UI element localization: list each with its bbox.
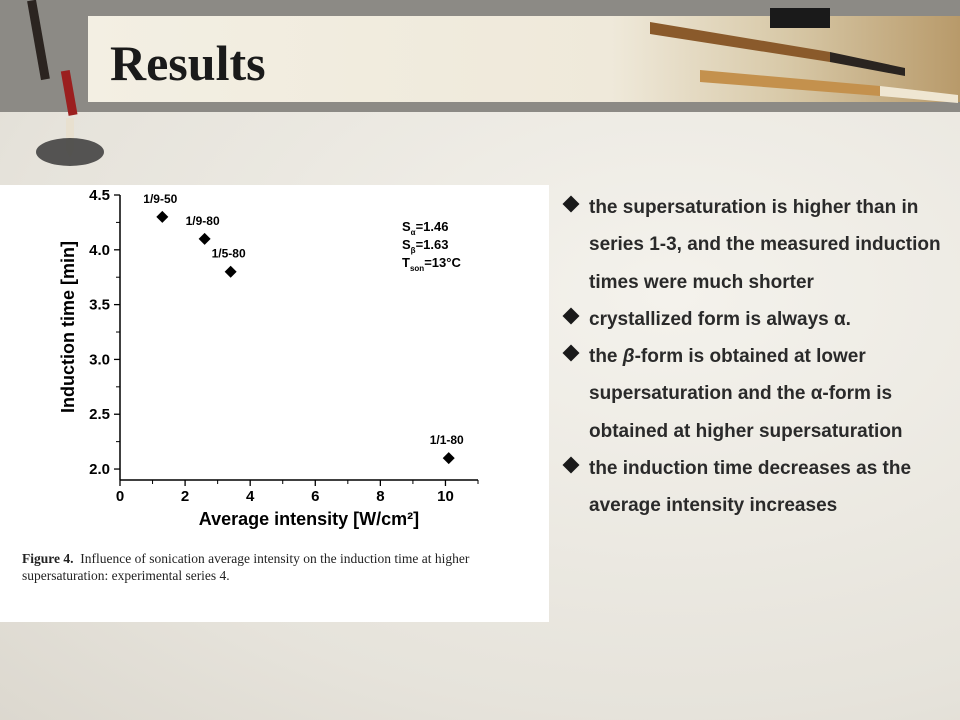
beta-symbol: β — [622, 346, 635, 368]
chart-annotation: $S_\alpha=1.46$ — [402, 219, 449, 237]
point-label: 1/1-80 — [429, 433, 464, 448]
bullet-text — [589, 338, 954, 450]
figure-caption — [22, 551, 522, 584]
y-tick-label: 4.5 — [89, 187, 110, 204]
diamond-bullet-icon — [563, 345, 580, 362]
caption-label: Figure 4. — [22, 551, 74, 566]
x-tick-label: 2 — [180, 488, 190, 505]
x-tick-label: 0 — [115, 488, 125, 505]
data-point — [443, 452, 455, 464]
bullet-item — [562, 189, 954, 301]
data-point — [156, 211, 168, 223]
diamond-bullet-icon — [563, 307, 580, 324]
x-tick-label: 8 — [376, 488, 385, 505]
point-label: 1/9-50 — [143, 191, 178, 206]
bullet-text-pre: the — [589, 346, 623, 368]
bullet-item — [562, 338, 954, 450]
data-point — [225, 266, 237, 278]
diamond-bullet-icon — [563, 196, 580, 213]
bullet-text: the supersaturation is higher than in series 1-3, and the measured induction times were much shorter — [589, 197, 941, 293]
chart-annotation: $T_{son}=13^\circ C$ — [402, 255, 461, 273]
y-tick-label: 3.5 — [89, 296, 110, 314]
bullet-text: crystallized form is always α. — [589, 308, 851, 330]
diamond-bullet-icon — [563, 457, 580, 474]
y-axis-label: Induction time [min] — [58, 241, 78, 413]
caption-text: Influence of sonication average intensity on the induction time at higher supersaturation: experimental series 4. — [22, 551, 470, 583]
x-axis-label: Average intensity [W/cm²] — [198, 509, 420, 529]
bullet-text: the induction time decreases as the average intensity increases — [589, 458, 912, 517]
point-label: 1/9-80 — [185, 213, 220, 228]
horizontal-brushes-icon — [650, 8, 958, 103]
bullet-item — [562, 450, 954, 525]
vertical-brush-icon — [27, 0, 104, 166]
y-tick-label: 3.0 — [89, 351, 110, 369]
bullet-list — [562, 189, 954, 525]
bullet-item — [562, 301, 954, 338]
chart-annotation: $S_\beta=1.63$ — [402, 237, 449, 255]
x-tick-label: 4 — [246, 488, 255, 505]
figure-panel — [0, 185, 549, 622]
y-tick-label: 2.5 — [89, 406, 110, 424]
induction-time-chart — [0, 185, 549, 545]
slide-title: Results — [110, 35, 266, 91]
point-label: 1/5-80 — [211, 246, 246, 261]
data-point — [199, 233, 211, 245]
bullet-text-post: -form is obtained at lower supersaturation and the α-form is obtained at higher supersaturation — [589, 346, 903, 442]
y-tick-label: 4.0 — [89, 241, 110, 259]
x-tick-label: 10 — [437, 488, 454, 505]
x-tick-label: 6 — [311, 488, 320, 505]
y-tick-label: 2.0 — [89, 461, 110, 479]
